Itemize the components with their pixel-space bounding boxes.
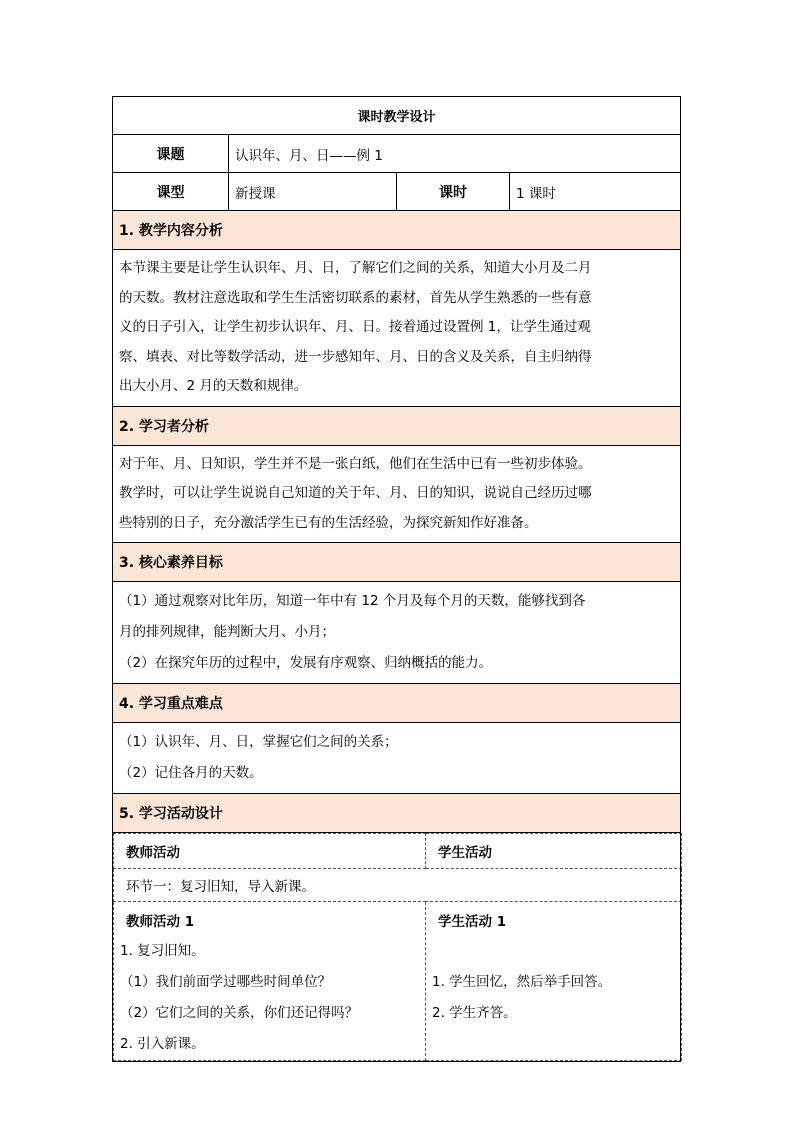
teacher-activity-header: 教师活动 — [114, 834, 426, 869]
text-line: （2）在探究年历的过程中，发展有序观察、归纳概括的能力。 — [119, 655, 493, 671]
lesson-plan-table — [112, 96, 681, 1062]
content-analysis-text — [113, 250, 681, 407]
step-one-title: 环节一：复习旧知，导入新课。 — [114, 869, 682, 902]
text-line: 本节课主要是让学生认识年、月、日，了解它们之间的关系，知道大小月及二月 — [119, 260, 592, 276]
student-activity-header: 学生活动 — [426, 834, 682, 869]
teacher-activity-line: （2）它们之间的关系，你们还记得吗？ — [120, 1005, 359, 1021]
teacher-activity-cell — [114, 902, 426, 1061]
section-heading: 2. 学习者分析 — [113, 406, 681, 445]
text-line: 义的日子引入，让学生初步认识年、月、日。接着通过设置例 1，让学生通过观 — [119, 319, 591, 335]
student-activity-line: 1. 学生回忆，然后举手回答。 — [432, 974, 612, 990]
student-activity-cell — [426, 902, 682, 1061]
topic-value: 认识年、月、日——例 1 — [229, 135, 681, 173]
teacher-activity-line: 2. 引入新课。 — [120, 1036, 205, 1052]
student-activity-line: 2. 学生齐答。 — [432, 1005, 517, 1021]
text-line: 对于年、月、日知识，学生并不是一张白纸，他们在生活中已有一些初步体验。 — [119, 455, 592, 472]
class-hours-label: 课时 — [397, 173, 510, 211]
section-heading: 3. 核心素养目标 — [113, 543, 681, 582]
teacher-activity-title: 教师活动 1 — [126, 914, 195, 930]
key-difficulties-text — [113, 723, 681, 794]
learner-analysis-text — [113, 445, 681, 543]
text-line: 出大小月、2 月的天数和规律。 — [119, 378, 308, 394]
lesson-type-label: 课型 — [113, 173, 229, 211]
text-line: 些特别的日子，充分激活学生已有的生活经验，为探究新知作好准备。 — [119, 514, 538, 531]
section-heading: 1. 教学内容分析 — [113, 211, 681, 250]
student-activity-line — [432, 936, 675, 967]
teacher-activity-line: （1）我们前面学过哪些时间单位？ — [120, 974, 332, 990]
class-hours-value: 1 课时 — [510, 173, 681, 211]
topic-label: 课题 — [113, 135, 229, 173]
text-line: （2）记住各月的天数。 — [119, 765, 263, 781]
activity-design-container — [113, 833, 681, 1062]
student-activity-title: 学生活动 1 — [438, 914, 507, 930]
lesson-type-value: 新授课 — [229, 173, 397, 211]
core-goals-text — [113, 582, 681, 684]
section-heading: 5. 学习活动设计 — [113, 794, 681, 833]
lesson-plan-document — [112, 96, 680, 1062]
text-line: 教学时，可以让学生说说自己知道的关于年、月、日的知识，说说自己经历过哪 — [119, 485, 592, 501]
activity-table — [113, 833, 682, 1061]
section-heading: 4. 学习重点难点 — [113, 684, 681, 723]
text-line: （1）认识年、月、日，掌握它们之间的关系； — [119, 734, 398, 750]
text-line: 的天数。教材注意选取和学生生活密切联系的素材，首先从学生熟悉的一些有意 — [119, 289, 592, 306]
teacher-activity-line: 1. 复习旧知。 — [120, 943, 205, 959]
text-line: （1）通过观察对比年历，知道一年中有 12 个月及每个月的天数，能够找到各 — [119, 593, 586, 609]
document-title: 课时教学设计 — [113, 97, 681, 135]
text-line: 察、填表、对比等数学活动，进一步感知年、月、日的含义及关系，自主归纳得 — [119, 348, 592, 365]
text-line: 月的排列规律，能判断大月、小月； — [119, 624, 335, 640]
